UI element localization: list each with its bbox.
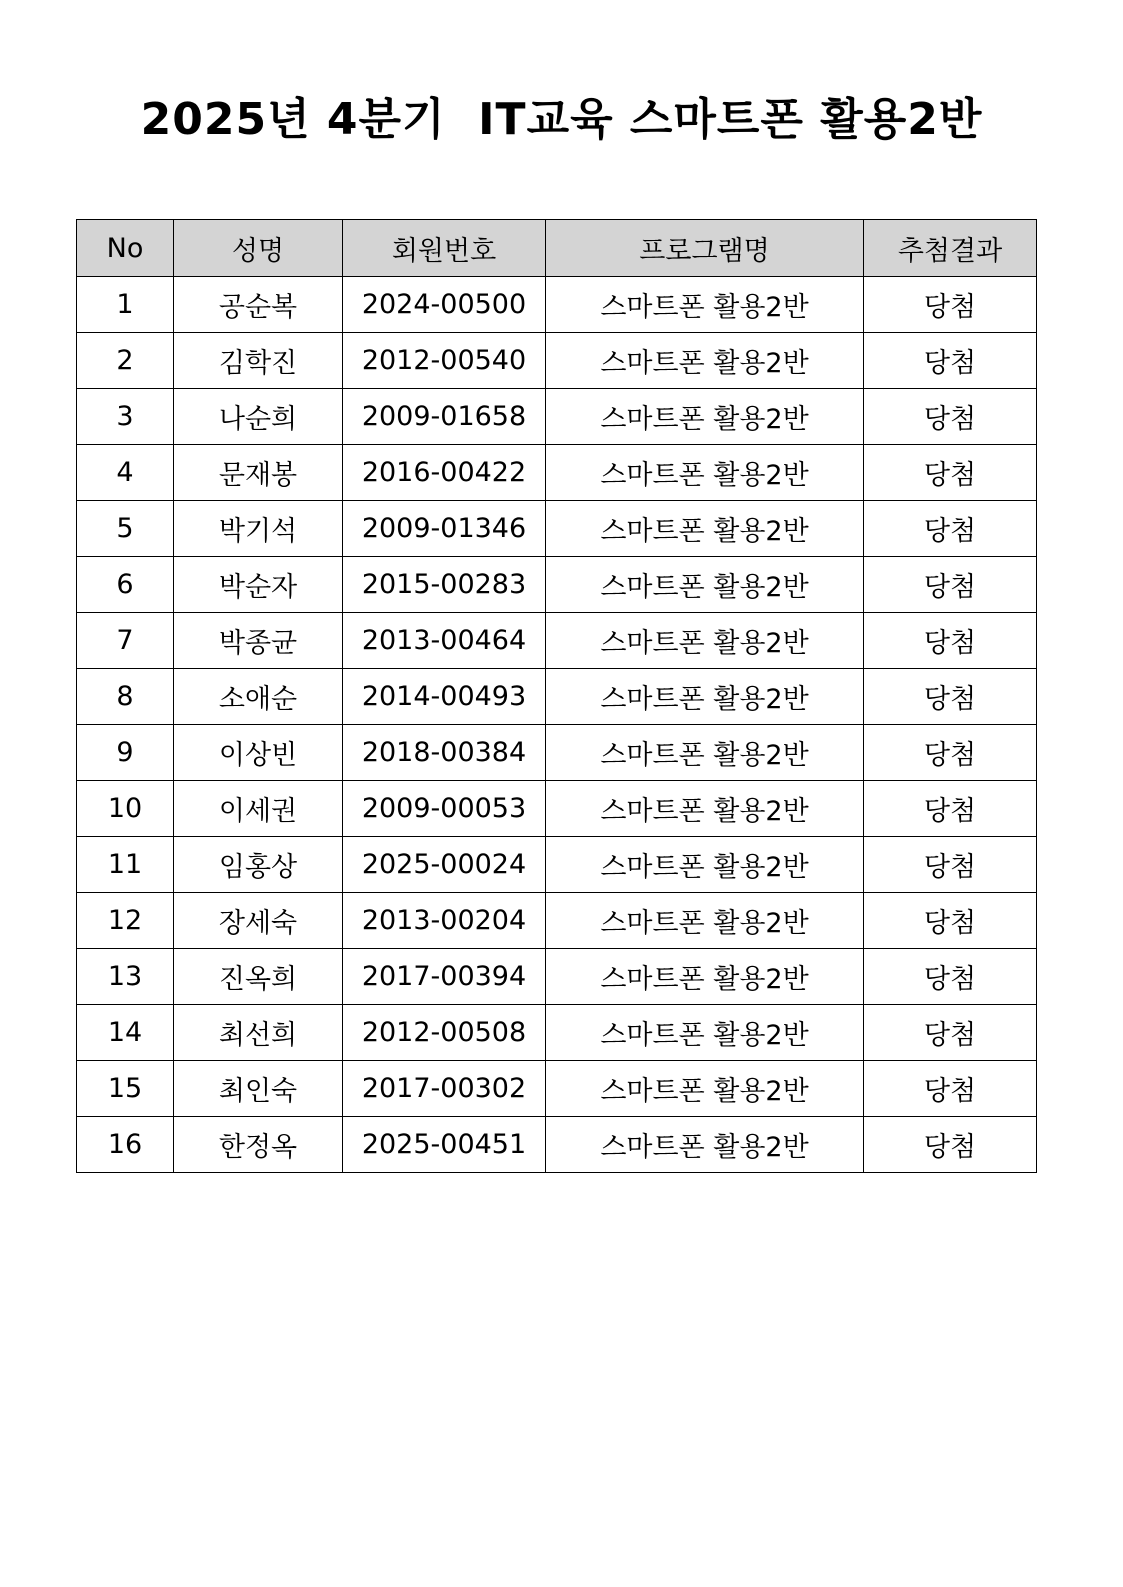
cell-program: 스마트폰 활용2반 — [546, 669, 864, 725]
table-row — [77, 725, 1037, 781]
table-row — [77, 781, 1037, 837]
cell-result: 당첨 — [864, 949, 1037, 1005]
cell-result: 당첨 — [864, 613, 1037, 669]
table-row — [77, 1005, 1037, 1061]
cell-member-id: 2013-00204 — [343, 893, 546, 949]
header-no: No — [77, 220, 174, 277]
cell-no: 16 — [77, 1117, 174, 1173]
table-row — [77, 613, 1037, 669]
cell-name: 진옥희 — [174, 949, 343, 1005]
cell-name: 이세권 — [174, 781, 343, 837]
cell-no: 1 — [77, 277, 174, 333]
cell-no: 6 — [77, 557, 174, 613]
cell-result: 당첨 — [864, 781, 1037, 837]
cell-program: 스마트폰 활용2반 — [546, 725, 864, 781]
table-body — [77, 277, 1037, 1173]
cell-program: 스마트폰 활용2반 — [546, 949, 864, 1005]
table-row — [77, 949, 1037, 1005]
cell-result: 당첨 — [864, 837, 1037, 893]
header-result: 추첨결과 — [864, 220, 1037, 277]
header-program: 프로그램명 — [546, 220, 864, 277]
cell-result: 당첨 — [864, 1117, 1037, 1173]
cell-no: 10 — [77, 781, 174, 837]
cell-no: 4 — [77, 445, 174, 501]
cell-member-id: 2012-00508 — [343, 1005, 546, 1061]
cell-member-id: 2014-00493 — [343, 669, 546, 725]
cell-member-id: 2009-00053 — [343, 781, 546, 837]
cell-name: 박순자 — [174, 557, 343, 613]
table-row — [77, 893, 1037, 949]
cell-name: 문재봉 — [174, 445, 343, 501]
cell-member-id: 2015-00283 — [343, 557, 546, 613]
cell-program: 스마트폰 활용2반 — [546, 1061, 864, 1117]
cell-member-id: 2025-00024 — [343, 837, 546, 893]
table-row — [77, 557, 1037, 613]
cell-result: 당첨 — [864, 333, 1037, 389]
cell-name: 공순복 — [174, 277, 343, 333]
cell-no: 9 — [77, 725, 174, 781]
header-row — [77, 220, 1037, 277]
cell-program: 스마트폰 활용2반 — [546, 333, 864, 389]
cell-program: 스마트폰 활용2반 — [546, 557, 864, 613]
table-row — [77, 837, 1037, 893]
cell-result: 당첨 — [864, 725, 1037, 781]
cell-member-id: 2017-00302 — [343, 1061, 546, 1117]
cell-no: 15 — [77, 1061, 174, 1117]
cell-member-id: 2018-00384 — [343, 725, 546, 781]
cell-result: 당첨 — [864, 1005, 1037, 1061]
table-row — [77, 669, 1037, 725]
table-row — [77, 1117, 1037, 1173]
cell-no: 2 — [77, 333, 174, 389]
cell-name: 장세숙 — [174, 893, 343, 949]
cell-member-id: 2013-00464 — [343, 613, 546, 669]
cell-name: 최선희 — [174, 1005, 343, 1061]
table-row — [77, 1061, 1037, 1117]
cell-member-id: 2012-00540 — [343, 333, 546, 389]
cell-name: 이상빈 — [174, 725, 343, 781]
cell-name: 박종균 — [174, 613, 343, 669]
cell-result: 당첨 — [864, 277, 1037, 333]
lottery-result-table — [76, 219, 1037, 1173]
cell-name: 소애순 — [174, 669, 343, 725]
cell-program: 스마트폰 활용2반 — [546, 501, 864, 557]
table-row — [77, 389, 1037, 445]
cell-program: 스마트폰 활용2반 — [546, 389, 864, 445]
cell-result: 당첨 — [864, 501, 1037, 557]
header-member-id: 회원번호 — [343, 220, 546, 277]
table-row — [77, 333, 1037, 389]
cell-member-id: 2009-01658 — [343, 389, 546, 445]
cell-no: 7 — [77, 613, 174, 669]
header-name: 성명 — [174, 220, 343, 277]
cell-program: 스마트폰 활용2반 — [546, 613, 864, 669]
cell-program: 스마트폰 활용2반 — [546, 445, 864, 501]
cell-no: 8 — [77, 669, 174, 725]
cell-no: 14 — [77, 1005, 174, 1061]
cell-program: 스마트폰 활용2반 — [546, 277, 864, 333]
cell-result: 당첨 — [864, 557, 1037, 613]
table-row — [77, 445, 1037, 501]
cell-no: 13 — [77, 949, 174, 1005]
table-row — [77, 277, 1037, 333]
cell-program: 스마트폰 활용2반 — [546, 1005, 864, 1061]
cell-member-id: 2016-00422 — [343, 445, 546, 501]
cell-name: 김학진 — [174, 333, 343, 389]
cell-no: 3 — [77, 389, 174, 445]
cell-name: 임홍상 — [174, 837, 343, 893]
cell-member-id: 2009-01346 — [343, 501, 546, 557]
table-row — [77, 501, 1037, 557]
cell-member-id: 2025-00451 — [343, 1117, 546, 1173]
cell-no: 5 — [77, 501, 174, 557]
cell-member-id: 2024-00500 — [343, 277, 546, 333]
cell-program: 스마트폰 활용2반 — [546, 837, 864, 893]
cell-result: 당첨 — [864, 669, 1037, 725]
cell-program: 스마트폰 활용2반 — [546, 1117, 864, 1173]
table-header — [77, 220, 1037, 277]
cell-result: 당첨 — [864, 445, 1037, 501]
cell-result: 당첨 — [864, 1061, 1037, 1117]
cell-no: 11 — [77, 837, 174, 893]
cell-member-id: 2017-00394 — [343, 949, 546, 1005]
cell-result: 당첨 — [864, 389, 1037, 445]
cell-program: 스마트폰 활용2반 — [546, 893, 864, 949]
cell-program: 스마트폰 활용2반 — [546, 781, 864, 837]
page-title: 2025년 4분기 IT교육 스마트폰 활용2반 — [140, 94, 983, 145]
cell-name: 한정옥 — [174, 1117, 343, 1173]
cell-result: 당첨 — [864, 893, 1037, 949]
cell-name: 최인숙 — [174, 1061, 343, 1117]
cell-no: 12 — [77, 893, 174, 949]
cell-name: 박기석 — [174, 501, 343, 557]
cell-name: 나순희 — [174, 389, 343, 445]
